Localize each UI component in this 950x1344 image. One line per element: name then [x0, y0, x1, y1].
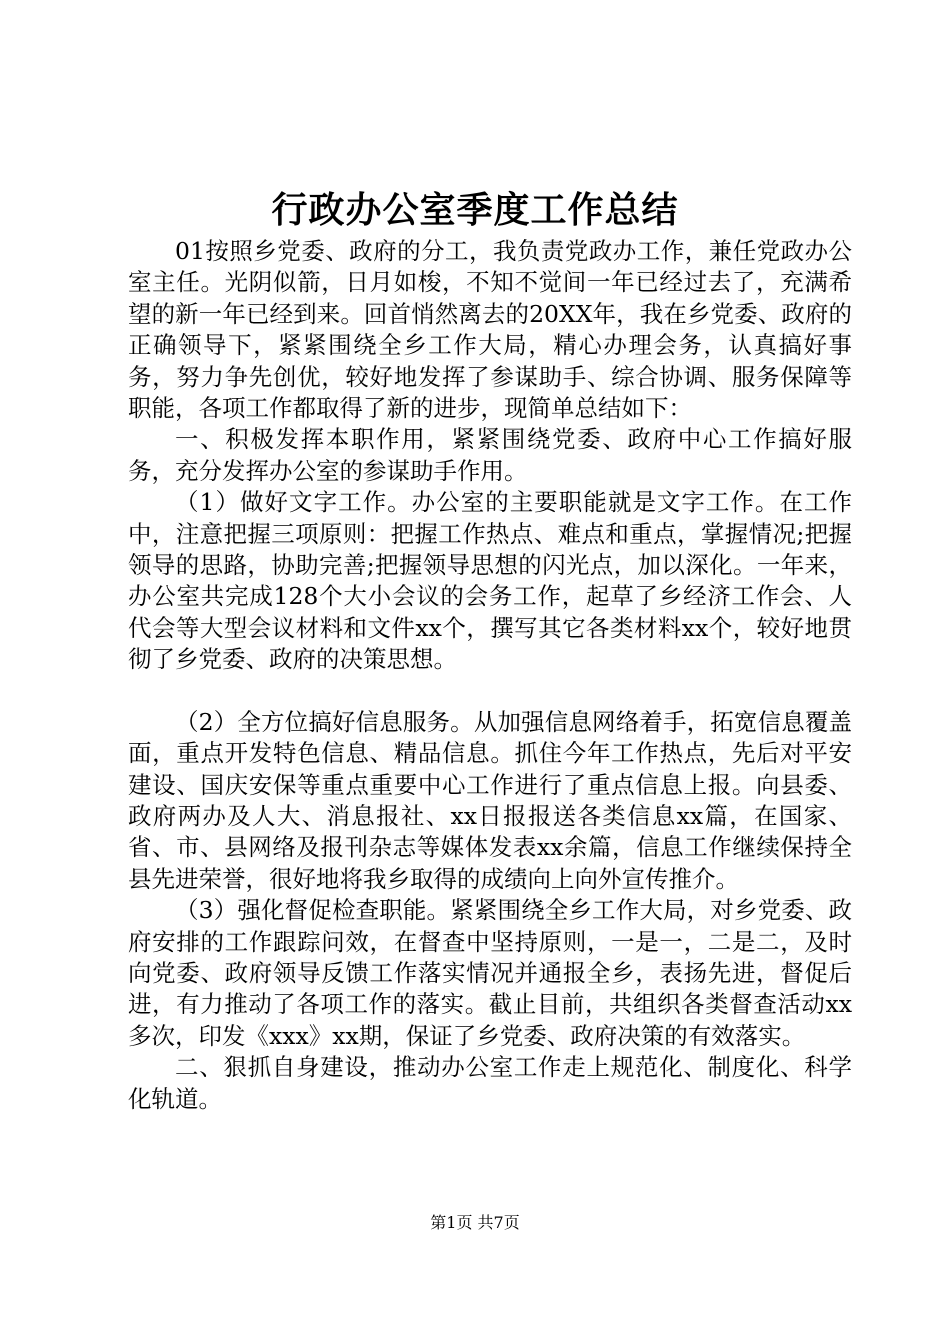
paragraph-spacer — [128, 676, 852, 707]
document-title: 行政办公室季度工作总结 — [271, 189, 679, 231]
paragraph-section-2: 二、狠抓自身建设，推动办公室工作走上规范化、制度化、科学化轨道。 — [128, 1053, 852, 1113]
paragraph-intro: 01按照乡党委、政府的分工，我负责党政办工作，兼任党政办公室主任。光阴似箭，日月如梭，不知不觉间一年已经过去了，充满希望的新一年已经到来。回首悄然离去的20XX年，我在乡党委、政府的正确领导下，紧紧围绕全乡工作大局，精心办理会务，认真搞好事务，努力争先创优，较好地发挥了参谋助手、综合协调、服务保障等职能，各项工作都取得了新的进步，现简单总结如下： — [128, 237, 852, 423]
paragraph-item-1: （1）做好文字工作。办公室的主要职能就是文字工作。在工作中，注意把握三项原则：把握工作热点、难点和重点，掌握情况;把握领导的思路，协助完善;把握领导思想的闪光点，加以深化。一年来，办公室共完成128个大小会议的会务工作，起草了乡经济工作会、人代会等大型会议材料和文件xx个，撰写其它各类材料xx个，较好地贯彻了乡党委、政府的决策思想。 — [128, 488, 852, 674]
document-body — [128, 236, 852, 1115]
page-footer: 第1页 共7页 — [430, 1213, 520, 1232]
paragraph-item-3: （3）强化督促检查职能。紧紧围绕全乡工作大局，对乡党委、政府安排的工作跟踪问效，在督查中坚持原则，一是一，二是二，及时向党委、政府领导反馈工作落实情况并通报全乡，表扬先进，督促后进，有力推动了各项工作的落实。截止目前，共组织各类督查活动xx多次，印发《xxx》xx期，保证了乡党委、政府决策的有效落实。 — [128, 896, 852, 1050]
paragraph-item-2: （2）全方位搞好信息服务。从加强信息网络着手，拓宽信息覆盖面，重点开发特色信息、精品信息。抓住今年工作热点，先后对平安建设、国庆安保等重点重要中心工作进行了重点信息上报。向县委、政府两办及人大、消息报社、xx日报报送各类信息xx篇，在国家、省、市、县网络及报刊杂志等媒体发表xx余篇，信息工作继续保持全县先进荣誉，很好地将我乡取得的成绩向上向外宣传推介。 — [128, 707, 852, 893]
paragraph-section-1: 一、积极发挥本职作用，紧紧围绕党委、政府中心工作搞好服务，充分发挥办公室的参谋助手作用。 — [128, 425, 852, 485]
